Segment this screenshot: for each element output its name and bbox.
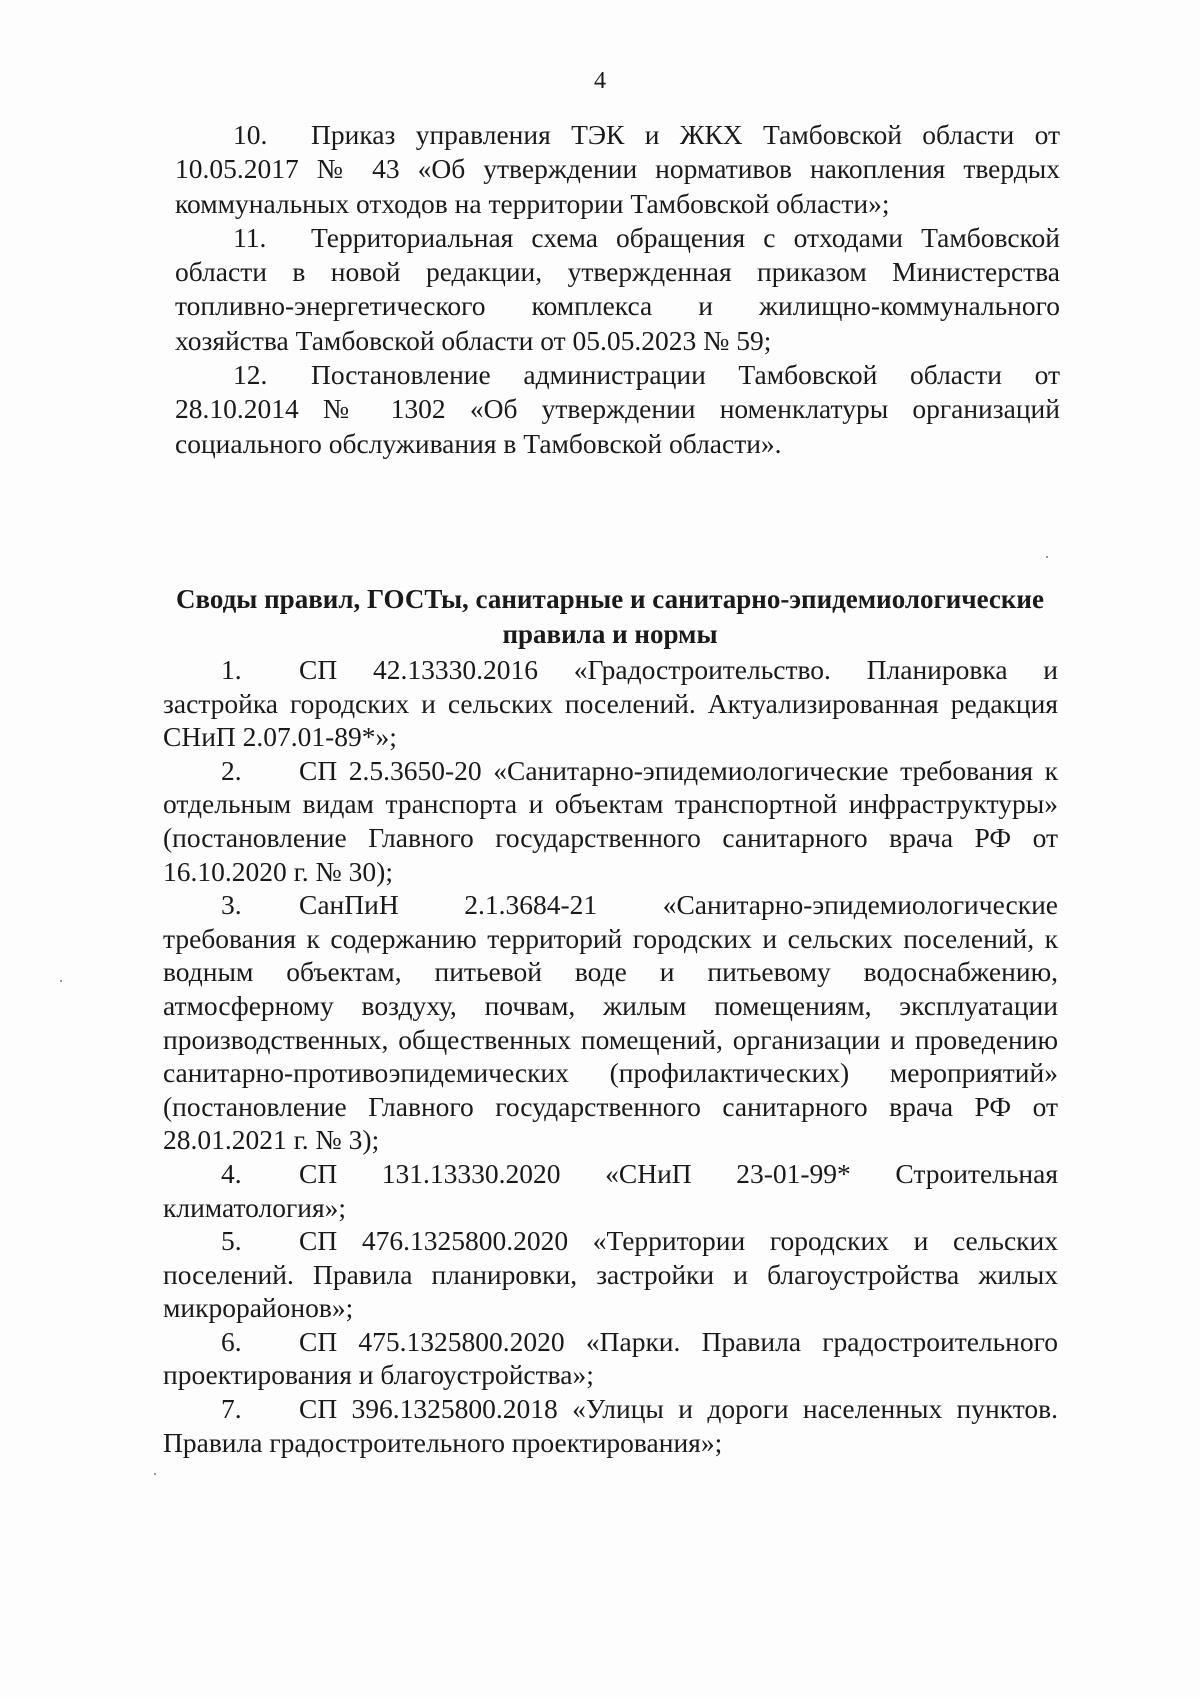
item-text: СанПиН 2.1.3684-21 «Санитарно-эпидемиологические требования к содержанию территорий городских и сельских поселений, к водным объектам, питьевой воде и питьевому водоснабжению, атмосферному воздуху, почвам, жилым помещениям, эксплуатации производственных, общественных помещений, организации и проведению санитарно-противоэпидемических (профилактических) мероприятий» (постановление Главного государственного санитарного врача РФ от 28.01.2021 г. № 3);: [163, 889, 1058, 1156]
list-item: [163, 1224, 1058, 1325]
item-text: СП 396.1325800.2018 «Улицы и дороги населенных пунктов. Правила градостроительного проектирования»;: [163, 1393, 1058, 1458]
item-number: 4.: [221, 1157, 242, 1189]
item-number: 10.: [233, 119, 268, 150]
page-number: 4: [594, 68, 606, 94]
item-text: Постановление администрации Тамбовской области от 28.10.2014 № 1302 «Об утверждении номенклатуры организаций социального обслуживания в Тамбовской области».: [175, 359, 1060, 459]
item-number: 7.: [221, 1393, 242, 1425]
item-text: СП 475.1325800.2020 «Парки. Правила градостроительного проектирования и благоустройства»;: [163, 1325, 1058, 1391]
item-text: Приказ управления ТЭК и ЖКХ Тамбовской области от 10.05.2017 № 43 «Об утверждении нормативов накопления твердых коммунальных отходов на территории Тамбовской области»;: [175, 119, 1060, 219]
section-heading: [150, 582, 1070, 651]
item-number: 12.: [233, 359, 268, 391]
item-number: 3.: [221, 889, 242, 921]
list-item: [163, 1392, 1058, 1459]
list-item: [175, 358, 1060, 461]
list-item: [163, 1157, 1058, 1224]
list-item: [175, 118, 1060, 221]
item-number: 5.: [221, 1225, 242, 1257]
item-number: 1.: [221, 654, 242, 685]
item-text: СП 476.1325800.2020 «Территории городских и сельских поселений. Правила планировки, застройки и благоустройства жилых микрорайонов»;: [163, 1225, 1058, 1324]
item-text: СП 42.13330.2016 «Градостроительство. Планировка и застройка городских и сельских поселений. Актуализированная редакция СНиП 2.07.01-89*»;: [163, 654, 1058, 753]
section-heading-line: Своды правил, ГОСТы, санитарные и санитарно-эпидемиологические: [176, 584, 1044, 614]
scan-speck: [154, 1473, 156, 1475]
scan-speck: [1046, 556, 1048, 558]
list-item: [163, 1325, 1058, 1392]
norms-list: [163, 653, 1058, 1459]
list-item: [163, 888, 1058, 1157]
scan-speck: [60, 980, 62, 982]
item-number: 6.: [221, 1325, 242, 1357]
item-number: 2.: [221, 754, 242, 786]
item-text: СП 131.13330.2020 «СНиП 23-01-99* Строительная климатология»;: [163, 1157, 1058, 1223]
item-number: 11.: [233, 221, 267, 253]
item-text: Территориальная схема обращения с отходами Тамбовской области в новой редакции, утвержденная приказом Министерства топливно-энергетического комплекса и жилищно-коммунального хозяйства Тамбовской области от 05.05.2023 № 59;: [175, 221, 1060, 356]
list-item: [163, 754, 1058, 888]
list-item: [175, 221, 1060, 358]
regional-acts-list: [175, 118, 1060, 461]
item-text: СП 2.5.3650-20 «Санитарно-эпидемиологические требования к отдельным видам транспорта и объектам транспортной инфраструктуры» (постановление Главного государственного санитарного врача РФ от 16.10.2020 г. № 30);: [163, 754, 1058, 887]
list-item: [163, 653, 1058, 754]
section-heading-line: правила и нормы: [502, 618, 718, 649]
